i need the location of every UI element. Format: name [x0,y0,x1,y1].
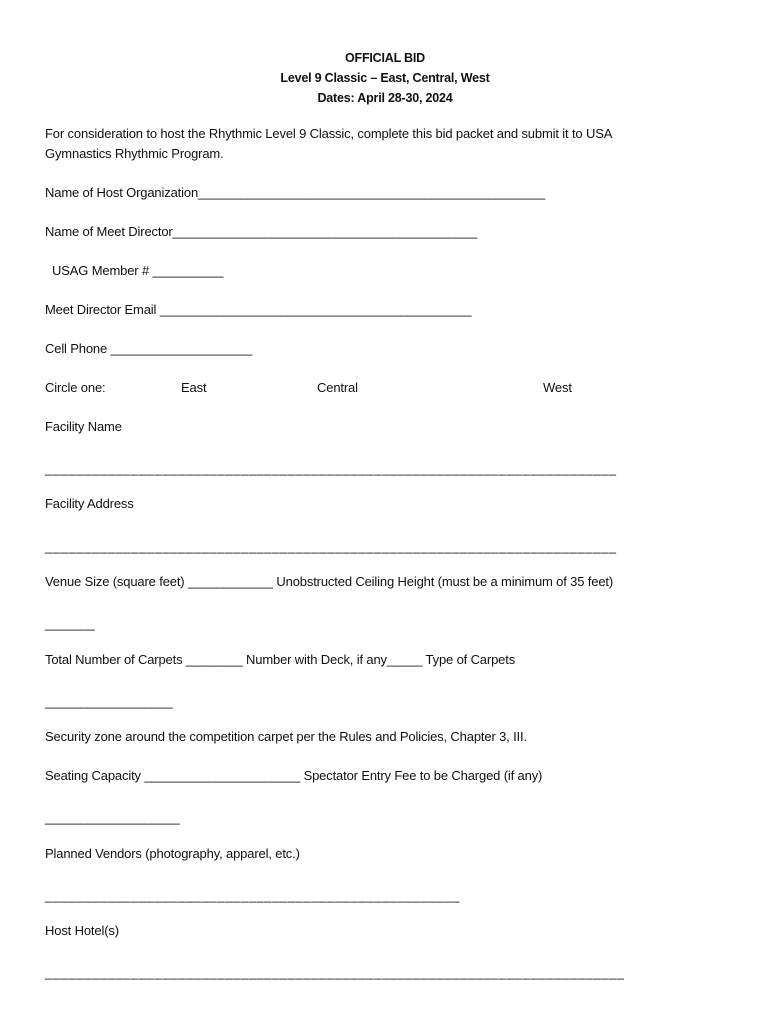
carpets-continuation[interactable]: __________________ [45,694,173,709]
host-organization-field[interactable]: Name of Host Organization_________________________________________________ [45,185,545,200]
form-subtitle: Level 9 Classic – East, Central, West [280,71,490,85]
host-hotels-label: Host Hotel(s) [45,923,119,938]
venue-size-continuation[interactable]: _______ [45,616,95,631]
facility-name-line[interactable]: _________________________________________________________________________ [45,461,617,476]
facility-address-label: Facility Address [45,496,134,511]
circle-option-central[interactable]: Central [317,380,358,395]
form-header [0,48,770,108]
intro-line-2: Gymnastics Rhythmic Program. [45,146,224,161]
planned-vendors-label: Planned Vendors (photography, apparel, etc.) [45,846,300,861]
security-zone-text: Security zone around the competition carpet per the Rules and Policies, Chapter 3, III. [45,729,527,744]
venue-size-field[interactable]: Venue Size (square feet) ____________ Unobstructed Ceiling Height (must be a minimum of 35 feet) [45,574,614,589]
carpets-field[interactable]: Total Number of Carpets ________ Number with Deck, if any_____ Type of Carpets [45,652,516,667]
cell-phone-field[interactable]: Cell Phone ____________________ [45,341,253,356]
form-title: OFFICIAL BID [344,51,425,65]
intro-line-1: For consideration to host the Rhythmic Level 9 Classic, complete this bid packet and submit it to USA [45,126,613,141]
circle-option-west[interactable]: West [543,380,572,395]
facility-address-line[interactable]: _________________________________________________________________________ [45,539,617,554]
circle-option-east[interactable]: East [181,380,207,395]
facility-name-label: Facility Name [45,419,122,434]
host-hotels-line[interactable]: __________________________________________________________________________ [45,965,625,980]
meet-director-field[interactable]: Name of Meet Director___________________________________________ [45,224,478,239]
circle-one-label: Circle one: [45,380,106,395]
seating-capacity-field[interactable]: Seating Capacity ______________________ Spectator Entry Fee to be Charged (if any) [45,768,543,783]
entry-fee-continuation[interactable]: ___________________ [45,810,180,825]
form-dates: Dates: April 28-30, 2024 [317,91,453,105]
director-email-field[interactable]: Meet Director Email ____________________________________________ [45,302,472,317]
planned-vendors-line[interactable]: _____________________________________________________ [45,888,460,903]
usag-member-field[interactable]: USAG Member # __________ [52,263,224,278]
